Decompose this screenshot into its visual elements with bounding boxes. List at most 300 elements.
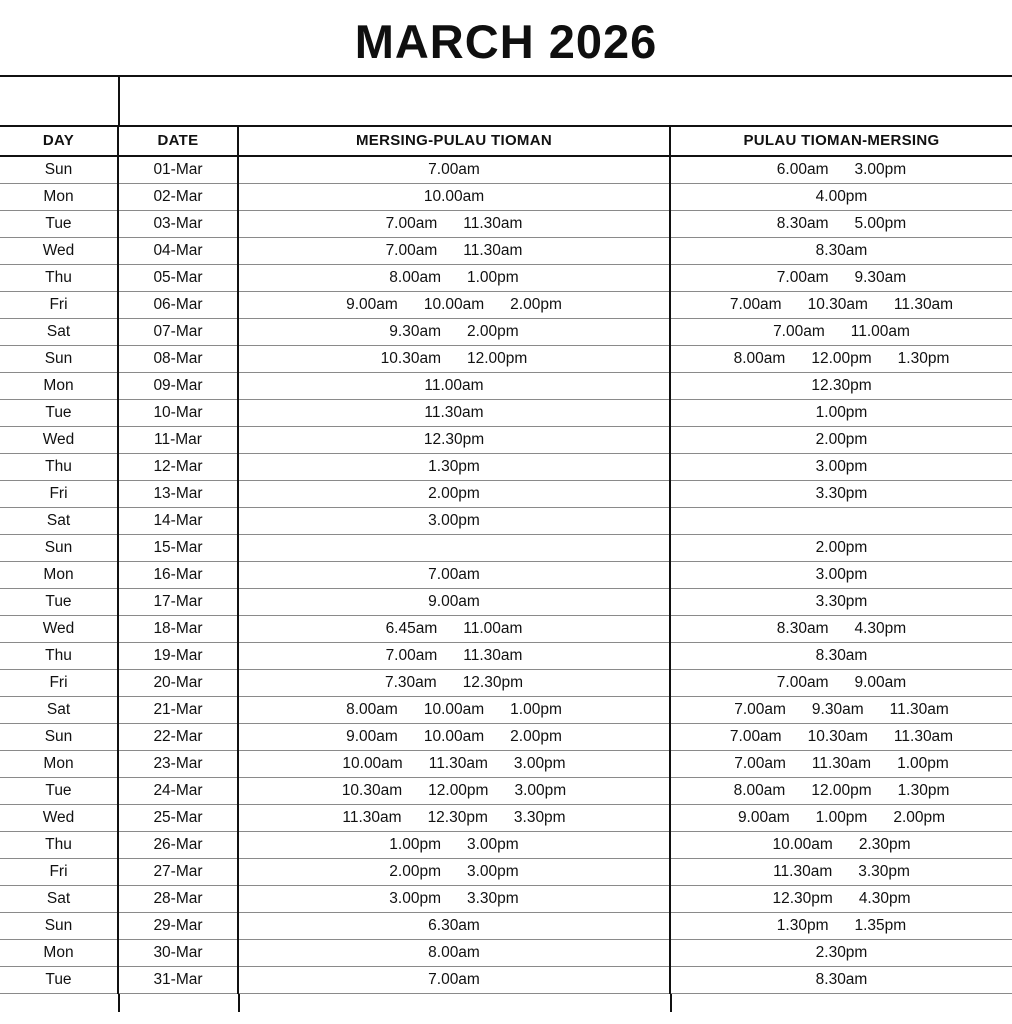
time-value: 10.00am [423, 296, 485, 313]
time-list [777, 215, 906, 233]
cell-departures-tioman-to-mersing [670, 589, 1012, 616]
time-list [386, 215, 523, 233]
cell-day: Thu [0, 265, 118, 292]
time-value: 10.30am [341, 782, 403, 799]
cell-day: Tue [0, 967, 118, 994]
time-value: 11.30am [463, 647, 523, 664]
time-value: 1.00pm [815, 404, 868, 421]
table-row [0, 184, 1012, 211]
time-list [734, 350, 950, 368]
time-value: 12.00pm [811, 350, 872, 367]
time-value: 8.00am [733, 782, 786, 799]
cell-date: 01-Mar [118, 156, 238, 184]
table-row [0, 778, 1012, 805]
time-list [424, 404, 483, 422]
time-value: 8.30am [815, 971, 868, 988]
time-list [816, 539, 868, 557]
time-list [428, 917, 480, 935]
time-value: 2.00pm [815, 539, 868, 556]
cell-departures-tioman-to-mersing [670, 184, 1012, 211]
time-list [777, 620, 906, 638]
cell-departures-mersing-to-tioman [238, 535, 670, 562]
time-value: 6.30am [428, 917, 480, 934]
time-value: 9.30am [811, 701, 864, 718]
time-list [738, 809, 945, 827]
table-body [0, 156, 1012, 994]
time-list [385, 674, 523, 692]
cell-day: Mon [0, 184, 118, 211]
time-list [777, 674, 906, 692]
time-value: 9.30am [854, 269, 907, 286]
cell-date: 27-Mar [118, 859, 238, 886]
cell-day: Sun [0, 156, 118, 184]
time-value: 10.00am [772, 836, 833, 853]
time-value: 10.30am [807, 728, 868, 745]
time-value: 11.30am [428, 755, 488, 772]
time-value: 12.30pm [811, 377, 872, 394]
time-value: 9.00am [428, 593, 480, 610]
page-title: MARCH 2026 [354, 15, 658, 68]
cell-day: Mon [0, 751, 118, 778]
time-value: 10.30am [807, 296, 868, 313]
time-value: 11.30am [893, 728, 954, 745]
cell-day: Mon [0, 373, 118, 400]
table-row [0, 400, 1012, 427]
time-value: 3.00pm [514, 782, 567, 799]
time-value: 11.00am [424, 377, 484, 394]
time-value: 4.30pm [854, 620, 907, 637]
cell-departures-tioman-to-mersing [670, 508, 1012, 535]
time-list [424, 377, 483, 395]
cell-departures-tioman-to-mersing [670, 805, 1012, 832]
table-row [0, 319, 1012, 346]
cell-date: 12-Mar [118, 454, 238, 481]
cell-departures-tioman-to-mersing [670, 724, 1012, 751]
cell-departures-mersing-to-tioman [238, 238, 670, 265]
table-row [0, 292, 1012, 319]
time-value: 7.00am [734, 701, 786, 718]
time-list [734, 782, 950, 800]
table-row [0, 427, 1012, 454]
footer-divider-2 [238, 994, 240, 1012]
time-value: 12.00pm [467, 350, 528, 367]
cell-departures-mersing-to-tioman [238, 751, 670, 778]
time-value: 2.00pm [467, 323, 519, 340]
cell-date: 08-Mar [118, 346, 238, 373]
cell-departures-tioman-to-mersing [670, 400, 1012, 427]
cell-departures-mersing-to-tioman [238, 454, 670, 481]
time-value: 7.00am [729, 728, 782, 745]
time-list [816, 944, 868, 962]
time-value: 2.00pm [428, 485, 480, 502]
cell-day: Sun [0, 724, 118, 751]
cell-day: Wed [0, 238, 118, 265]
cell-departures-tioman-to-mersing [670, 859, 1012, 886]
time-list [389, 890, 518, 908]
footer-blank-band [0, 994, 1012, 1012]
cell-date: 04-Mar [118, 238, 238, 265]
time-value: 8.30am [815, 242, 868, 259]
cell-departures-tioman-to-mersing [670, 670, 1012, 697]
time-list [389, 836, 518, 854]
time-list [816, 485, 868, 503]
time-value: 6.45am [385, 620, 438, 637]
time-list [386, 242, 523, 260]
time-value: 1.00pm [897, 755, 949, 772]
time-value: 1.00pm [815, 809, 868, 826]
time-value: 2.00pm [510, 296, 562, 313]
table-row [0, 859, 1012, 886]
cell-date: 16-Mar [118, 562, 238, 589]
cell-day: Tue [0, 778, 118, 805]
time-list [772, 890, 910, 908]
time-value: 7.00am [776, 269, 829, 286]
time-value: 6.00am [776, 161, 829, 178]
time-list [389, 269, 518, 287]
cell-date: 13-Mar [118, 481, 238, 508]
cell-departures-tioman-to-mersing [670, 643, 1012, 670]
time-value: 10.00am [342, 755, 403, 772]
cell-departures-mersing-to-tioman [238, 643, 670, 670]
time-list [424, 188, 484, 206]
time-value: 12.00pm [811, 782, 872, 799]
cell-departures-mersing-to-tioman [238, 211, 670, 238]
time-list [777, 917, 906, 935]
time-list [346, 296, 562, 314]
time-value: 3.30pm [858, 863, 910, 880]
time-list [773, 863, 910, 881]
cell-departures-mersing-to-tioman [238, 832, 670, 859]
time-value: 3.30pm [815, 593, 868, 610]
time-value: 9.00am [854, 674, 907, 691]
time-value: 3.30pm [467, 890, 519, 907]
time-list [389, 863, 518, 881]
table-header-row [0, 127, 1012, 156]
time-value: 2.30pm [815, 944, 868, 961]
time-value: 3.00pm [815, 566, 868, 583]
table-row [0, 346, 1012, 373]
time-value: 3.30pm [513, 809, 566, 826]
time-list [428, 485, 480, 503]
time-list [816, 404, 868, 422]
cell-departures-tioman-to-mersing [670, 535, 1012, 562]
time-value: 7.00am [773, 323, 825, 340]
cell-day: Mon [0, 940, 118, 967]
cell-date: 29-Mar [118, 913, 238, 940]
time-list [386, 620, 523, 638]
time-value: 10.00am [423, 728, 485, 745]
time-value: 5.00pm [854, 215, 907, 232]
cell-date: 14-Mar [118, 508, 238, 535]
cell-departures-tioman-to-mersing [670, 211, 1012, 238]
cell-day: Fri [0, 670, 118, 697]
cell-date: 26-Mar [118, 832, 238, 859]
time-list [428, 458, 480, 476]
time-list [811, 377, 871, 395]
table-row [0, 562, 1012, 589]
cell-departures-mersing-to-tioman [238, 156, 670, 184]
cell-date: 11-Mar [118, 427, 238, 454]
column-header-day: DAY [0, 127, 118, 156]
time-value: 11.30am [889, 701, 949, 718]
cell-date: 06-Mar [118, 292, 238, 319]
table-row [0, 670, 1012, 697]
cell-date: 18-Mar [118, 616, 238, 643]
time-value: 8.00am [346, 701, 398, 718]
cell-departures-mersing-to-tioman [238, 427, 670, 454]
table-row [0, 913, 1012, 940]
time-list [816, 647, 868, 665]
cell-day: Tue [0, 589, 118, 616]
cell-date: 25-Mar [118, 805, 238, 832]
table-row [0, 751, 1012, 778]
cell-departures-tioman-to-mersing [670, 346, 1012, 373]
cell-departures-tioman-to-mersing [670, 454, 1012, 481]
cell-date: 15-Mar [118, 535, 238, 562]
time-list [428, 971, 480, 989]
time-list [342, 782, 566, 800]
time-list [773, 323, 910, 341]
footer-divider-3 [670, 994, 672, 1012]
time-value: 1.35pm [854, 917, 907, 934]
cell-departures-tioman-to-mersing [670, 967, 1012, 994]
cell-date: 31-Mar [118, 967, 238, 994]
time-list [346, 701, 562, 719]
cell-departures-tioman-to-mersing [670, 913, 1012, 940]
time-list [816, 566, 868, 584]
table-row [0, 805, 1012, 832]
time-value: 12.30pm [423, 431, 485, 448]
time-value: 7.00am [776, 674, 829, 691]
time-value: 9.30am [389, 323, 441, 340]
header-blank-band [0, 75, 1012, 127]
table-row [0, 454, 1012, 481]
column-header-date: DATE [118, 127, 238, 156]
time-list [428, 512, 480, 530]
cell-departures-tioman-to-mersing [670, 156, 1012, 184]
time-list [342, 809, 565, 827]
time-value: 7.00am [729, 296, 782, 313]
cell-date: 09-Mar [118, 373, 238, 400]
cell-departures-mersing-to-tioman [238, 373, 670, 400]
cell-departures-tioman-to-mersing [670, 265, 1012, 292]
cell-departures-mersing-to-tioman [238, 346, 670, 373]
cell-departures-mersing-to-tioman [238, 805, 670, 832]
time-value: 1.00pm [467, 269, 519, 286]
table-row [0, 724, 1012, 751]
cell-departures-tioman-to-mersing [670, 751, 1012, 778]
table-row [0, 156, 1012, 184]
time-list [389, 323, 518, 341]
cell-date: 05-Mar [118, 265, 238, 292]
cell-date: 21-Mar [118, 697, 238, 724]
cell-departures-mersing-to-tioman [238, 778, 670, 805]
cell-date: 30-Mar [118, 940, 238, 967]
time-value: 7.00am [385, 647, 438, 664]
cell-day: Wed [0, 616, 118, 643]
cell-day: Fri [0, 481, 118, 508]
time-value: 2.00pm [893, 809, 946, 826]
cell-departures-mersing-to-tioman [238, 508, 670, 535]
table-row [0, 940, 1012, 967]
time-value: 10.00am [423, 701, 485, 718]
time-value: 11.30am [463, 215, 523, 232]
time-value: 1.00pm [510, 701, 562, 718]
time-value: 2.00pm [510, 728, 562, 745]
time-value: 9.00am [737, 809, 790, 826]
cell-departures-mersing-to-tioman [238, 589, 670, 616]
time-list [428, 593, 480, 611]
time-value: 7.00am [428, 971, 480, 988]
table-row [0, 265, 1012, 292]
time-value: 12.00pm [428, 782, 489, 799]
cell-departures-mersing-to-tioman [238, 562, 670, 589]
cell-departures-mersing-to-tioman [238, 859, 670, 886]
cell-departures-mersing-to-tioman [238, 913, 670, 940]
table-row [0, 535, 1012, 562]
cell-day: Sun [0, 535, 118, 562]
time-value: 10.30am [380, 350, 441, 367]
cell-departures-mersing-to-tioman [238, 265, 670, 292]
time-value: 9.00am [346, 296, 398, 313]
time-value: 7.00am [734, 755, 786, 772]
cell-date: 03-Mar [118, 211, 238, 238]
cell-date: 19-Mar [118, 643, 238, 670]
cell-date: 24-Mar [118, 778, 238, 805]
cell-departures-tioman-to-mersing [670, 697, 1012, 724]
cell-day: Thu [0, 832, 118, 859]
cell-date: 10-Mar [118, 400, 238, 427]
time-value: 11.30am [463, 242, 523, 259]
time-list [381, 350, 528, 368]
time-list [777, 269, 906, 287]
cell-day: Mon [0, 562, 118, 589]
cell-departures-mersing-to-tioman [238, 967, 670, 994]
cell-day: Sat [0, 319, 118, 346]
time-value: 7.30am [384, 674, 437, 691]
cell-day: Sun [0, 346, 118, 373]
time-value: 11.30am [342, 809, 402, 826]
cell-departures-mersing-to-tioman [238, 697, 670, 724]
cell-departures-tioman-to-mersing [670, 481, 1012, 508]
time-value: 8.00am [733, 350, 786, 367]
time-value: 3.00pm [389, 890, 441, 907]
cell-departures-mersing-to-tioman [238, 400, 670, 427]
time-value: 9.00am [346, 728, 398, 745]
time-value: 8.30am [776, 620, 829, 637]
time-list [428, 944, 480, 962]
cell-departures-tioman-to-mersing [670, 940, 1012, 967]
time-list [816, 971, 868, 989]
cell-date: 07-Mar [118, 319, 238, 346]
cell-day: Wed [0, 805, 118, 832]
time-value: 4.00pm [815, 188, 868, 205]
time-list [734, 755, 949, 773]
table-row [0, 211, 1012, 238]
time-value: 2.30pm [858, 836, 911, 853]
cell-departures-tioman-to-mersing [670, 886, 1012, 913]
time-list [386, 647, 523, 665]
time-list [772, 836, 910, 854]
table-row [0, 616, 1012, 643]
cell-day: Sun [0, 913, 118, 940]
cell-date: 23-Mar [118, 751, 238, 778]
time-value: 8.30am [815, 647, 868, 664]
table-row [0, 886, 1012, 913]
cell-departures-tioman-to-mersing [670, 427, 1012, 454]
time-value: 4.30pm [858, 890, 911, 907]
cell-day: Fri [0, 292, 118, 319]
cell-departures-mersing-to-tioman [238, 481, 670, 508]
cell-day: Thu [0, 454, 118, 481]
band-divider-1 [118, 77, 120, 125]
cell-departures-tioman-to-mersing [670, 238, 1012, 265]
time-value: 10.00am [423, 188, 485, 205]
cell-day: Sat [0, 508, 118, 535]
cell-departures-tioman-to-mersing [670, 562, 1012, 589]
cell-departures-tioman-to-mersing [670, 373, 1012, 400]
cell-departures-mersing-to-tioman [238, 724, 670, 751]
cell-departures-mersing-to-tioman [238, 940, 670, 967]
cell-departures-mersing-to-tioman [238, 886, 670, 913]
time-list [342, 755, 565, 773]
cell-day: Tue [0, 211, 118, 238]
cell-departures-mersing-to-tioman [238, 616, 670, 643]
time-list [346, 728, 562, 746]
time-list [428, 161, 480, 179]
time-value: 2.00pm [389, 863, 441, 880]
time-list [777, 161, 906, 179]
cell-departures-tioman-to-mersing [670, 319, 1012, 346]
table-row [0, 697, 1012, 724]
time-value: 11.00am [463, 620, 523, 637]
cell-departures-tioman-to-mersing [670, 778, 1012, 805]
table-row [0, 967, 1012, 994]
column-header-tioman-to-mersing: PULAU TIOMAN-MERSING [670, 127, 1012, 156]
cell-departures-tioman-to-mersing [670, 832, 1012, 859]
cell-day: Wed [0, 427, 118, 454]
time-value: 1.30pm [897, 782, 950, 799]
time-value: 8.00am [389, 269, 441, 286]
time-list [730, 296, 953, 314]
time-value: 12.30pm [772, 890, 833, 907]
table-row [0, 373, 1012, 400]
time-value: 3.00pm [467, 836, 519, 853]
time-list [424, 431, 484, 449]
cell-day: Tue [0, 400, 118, 427]
footer-divider-1 [118, 994, 120, 1012]
time-value: 3.30pm [815, 485, 868, 502]
table-row [0, 481, 1012, 508]
ferry-schedule-table [0, 127, 1012, 994]
table-row [0, 832, 1012, 859]
time-list [816, 593, 868, 611]
cell-day: Sat [0, 697, 118, 724]
time-value: 1.30pm [428, 458, 480, 475]
time-value: 8.00am [428, 944, 480, 961]
time-value: 11.30am [811, 755, 872, 772]
time-value: 12.30pm [462, 674, 524, 691]
cell-departures-tioman-to-mersing [670, 616, 1012, 643]
time-value: 1.00pm [389, 836, 441, 853]
time-list [816, 458, 868, 476]
table-row [0, 589, 1012, 616]
time-value: 7.00am [428, 161, 480, 178]
cell-date: 20-Mar [118, 670, 238, 697]
time-list [428, 566, 480, 584]
cell-departures-mersing-to-tioman [238, 319, 670, 346]
time-value: 11.30am [893, 296, 954, 313]
